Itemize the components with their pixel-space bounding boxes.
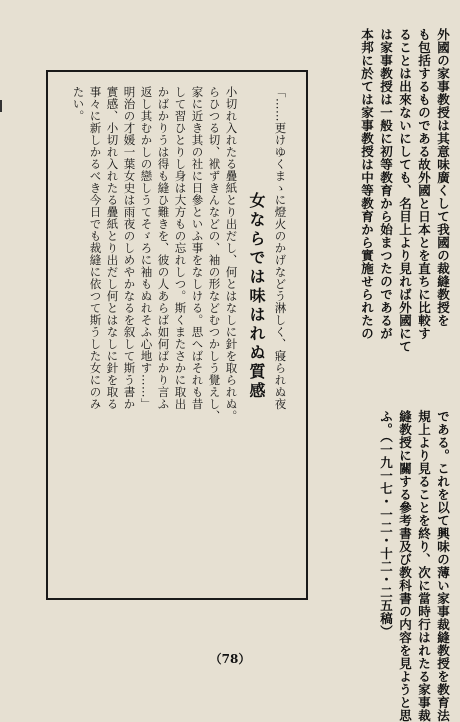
tail-line: 縫教授に關する參考書及び教科書の内容を見ようと思 — [397, 410, 413, 722]
quote-line: 小切れ入れたる疊紙とり出だし、何とはなしに針を取られぬ。 — [224, 86, 239, 422]
main-line: 本邦に於ては家事教授は中等教育から實施せられたの — [359, 28, 375, 340]
quote-line: 家に近き其の社に日參といふ事をなしける。思へばそれも昔 — [190, 86, 205, 410]
quote-line: 實感、小切れ入れたる疊紙とり出だし何とはなしに針を取る — [105, 86, 120, 410]
quote-line: 返し其むかしの戀しうてそゞろに袖もぬれそふ心地す……」 — [139, 86, 154, 410]
quote-line: 「……更けゆくまゝに燈火のかげなどう淋しく、寢られぬ夜 — [273, 86, 288, 410]
main-line: 外國の家事教授は其意味廣くして我國の裁縫教授を — [435, 28, 451, 327]
tail-line: である。これを以て興味の薄い家事裁縫教授を教育法 — [435, 410, 451, 722]
quote-line: して習ひとりし身は大方もの忘れしつ。斯くまたさかに取出 — [173, 86, 188, 410]
tail-line: ふ。（一九一七・一二・十二・二五稿） — [378, 410, 394, 638]
quote-title: 女ならでは味はれぬ質感 — [247, 192, 266, 401]
quote-line: 事々に新しかるべき今日でも裁縫に依つて斯うした女にのみ — [88, 86, 103, 410]
main-line: ることは出來ないにしても、名目上より見れば外國にて — [397, 28, 413, 353]
margin-mark — [0, 100, 6, 112]
tail-line: 規上より見ることを終り、次に當時行はれたる家事裁 — [416, 410, 432, 722]
page-number: （78） — [209, 652, 251, 666]
quote-line: 明治の才媛一葉女史は雨夜のしめやかなるを叙して斯う書か — [122, 86, 137, 410]
quote-line: たい。 — [71, 86, 86, 122]
quote-box — [46, 70, 308, 600]
main-line: は家事教授は一般に初等教育から始まつたのであるが — [378, 28, 394, 340]
quote-line: かばかりうは得も縫ひ難きを、彼の人あらば如何ばかり言ふ — [156, 86, 171, 410]
main-line: も包括するものである故外國と日本とを直ちに比較す — [416, 28, 432, 340]
quote-line: らひつる切、袱ずきんなどの、袖の形などむつかしう覺えし、 — [207, 86, 222, 422]
